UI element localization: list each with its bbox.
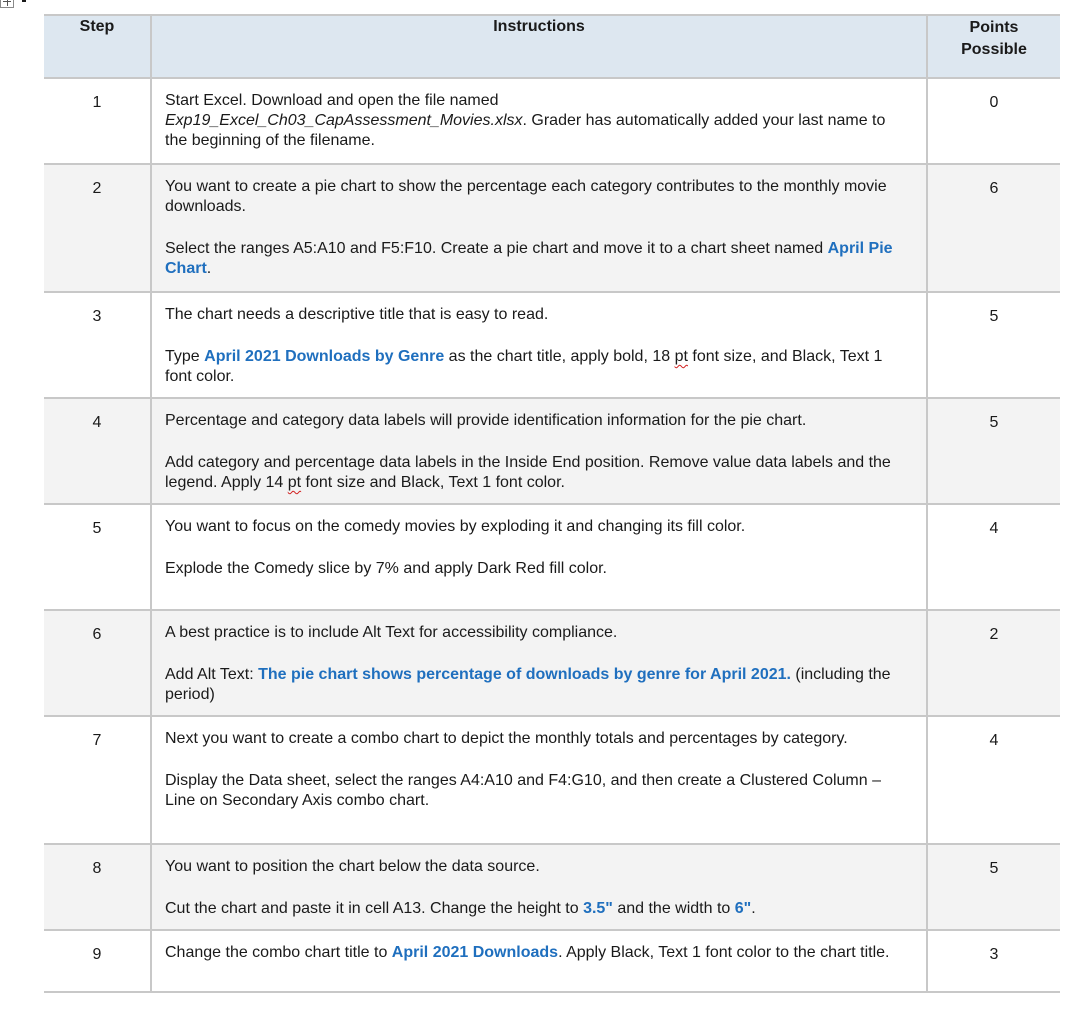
instruction-paragraph	[165, 899, 912, 919]
step-number: 1	[44, 78, 151, 164]
instruction-context: You want to position the chart below the data source.	[165, 858, 540, 875]
step-number: 6	[44, 610, 151, 716]
table-row	[44, 716, 1060, 844]
step-instructions	[151, 610, 927, 716]
step-instructions	[151, 292, 927, 398]
points-possible: 4	[927, 504, 1060, 610]
table-row	[44, 78, 1060, 164]
points-possible: 5	[927, 292, 1060, 398]
header-points-line1: Points	[969, 19, 1019, 36]
highlighted-value: The pie chart shows percentage of downloads by genre for April 2021.	[258, 666, 791, 683]
step-instructions	[151, 930, 927, 992]
instruction-text: .	[751, 900, 756, 917]
instruction-paragraph	[165, 453, 912, 493]
table-row	[44, 504, 1060, 610]
step-number: 4	[44, 398, 151, 504]
instruction-paragraph: Display the Data sheet, select the ranges A4:A10 and F4:G10, and then create a Clustered Column – Line on Secondary Axis combo chart.	[165, 772, 881, 809]
dash-mark	[22, 0, 26, 2]
step-number: 7	[44, 716, 151, 844]
instruction-text: Select the ranges A5:A10 and F5:F10. Create a pie chart and move it to a chart sheet named	[165, 240, 828, 257]
table-row	[44, 930, 1060, 992]
points-possible: 2	[927, 610, 1060, 716]
step-instructions	[151, 716, 927, 844]
instruction-context: You want to create a pie chart to show the percentage each category contributes to the monthly movie downloads.	[165, 178, 887, 215]
instruction-text: Add Alt Text:	[165, 666, 259, 683]
instructions-table	[44, 14, 1060, 993]
step-number: 3	[44, 292, 151, 398]
instruction-text: Type	[165, 348, 205, 365]
instruction-paragraph: Explode the Comedy slice by 7% and apply Dark Red fill color.	[165, 560, 607, 577]
points-possible: 3	[927, 930, 1060, 992]
instruction-text: and the width to	[612, 900, 735, 917]
instruction-text: Start Excel. Download and open the file named	[165, 92, 499, 109]
instruction-paragraph	[165, 347, 912, 387]
instruction-text: Change the combo chart title to	[165, 944, 392, 961]
instruction-text: .	[206, 260, 212, 277]
instruction-paragraph	[165, 665, 912, 705]
table-header-row	[44, 15, 1060, 78]
header-step: Step	[44, 15, 151, 78]
table-row	[44, 398, 1060, 504]
instruction-paragraph	[165, 91, 912, 151]
header-instructions: Instructions	[151, 15, 927, 78]
instruction-context: Next you want to create a combo chart to depict the monthly totals and percentages by category.	[165, 730, 848, 747]
step-instructions	[151, 398, 927, 504]
file-name: Exp19_Excel_Ch03_CapAssessment_Movies.xlsx	[165, 112, 523, 129]
instruction-text: . Grader has automatically added your last name to the beginning of the filename.	[165, 112, 886, 149]
highlighted-value: April 2021 Downloads	[391, 944, 559, 961]
step-instructions	[151, 78, 927, 164]
spellcheck-word: pt	[674, 348, 688, 365]
table-row	[44, 292, 1060, 398]
step-instructions	[151, 504, 927, 610]
instruction-context: You want to focus on the comedy movies by exploding it and changing its fill color.	[165, 518, 746, 535]
instruction-text: font size, and Black, Text 1 font color.	[165, 348, 883, 385]
step-number: 8	[44, 844, 151, 930]
step-instructions	[151, 164, 927, 292]
spellcheck-word: pt	[287, 474, 302, 491]
points-possible: 0	[927, 78, 1060, 164]
header-points-line2: Possible	[961, 41, 1027, 58]
table-row	[44, 610, 1060, 716]
instruction-text: (including the period)	[165, 666, 891, 703]
highlighted-value: 3.5"	[583, 900, 613, 917]
instruction-text: as the chart title, apply bold, 18	[444, 348, 675, 365]
points-possible: 5	[927, 398, 1060, 504]
step-number: 9	[44, 930, 151, 992]
table-row	[44, 164, 1060, 292]
points-possible: 5	[927, 844, 1060, 930]
instruction-context: The chart needs a descriptive title that is easy to read.	[165, 306, 549, 323]
table-row	[44, 844, 1060, 930]
header-points-possible	[927, 15, 1060, 78]
instruction-context: A best practice is to include Alt Text for accessibility compliance.	[165, 624, 618, 641]
step-instructions	[151, 844, 927, 930]
instruction-paragraph	[165, 239, 912, 279]
highlighted-value: 6"	[734, 900, 752, 917]
instruction-text: Cut the chart and paste it in cell A13. Change the height to	[165, 900, 584, 917]
highlighted-value: April 2021 Downloads by Genre	[204, 348, 445, 365]
points-possible: 4	[927, 716, 1060, 844]
points-possible: 6	[927, 164, 1060, 292]
instruction-text: Add category and percentage data labels in the Inside End position. Remove value data labels and the legend. Apply 14	[165, 454, 891, 491]
step-number: 5	[44, 504, 151, 610]
instruction-paragraph	[165, 943, 912, 963]
highlighted-value: April Pie Chart	[165, 240, 893, 277]
instruction-text: font size and Black, Text 1 font color.	[301, 474, 565, 491]
instruction-text: . Apply Black, Text 1 font color to the chart title.	[558, 944, 890, 961]
step-number: 2	[44, 164, 151, 292]
table-move-handle-icon[interactable]	[0, 0, 14, 8]
instruction-context: Percentage and category data labels will provide identification information for the pie chart.	[165, 412, 807, 429]
